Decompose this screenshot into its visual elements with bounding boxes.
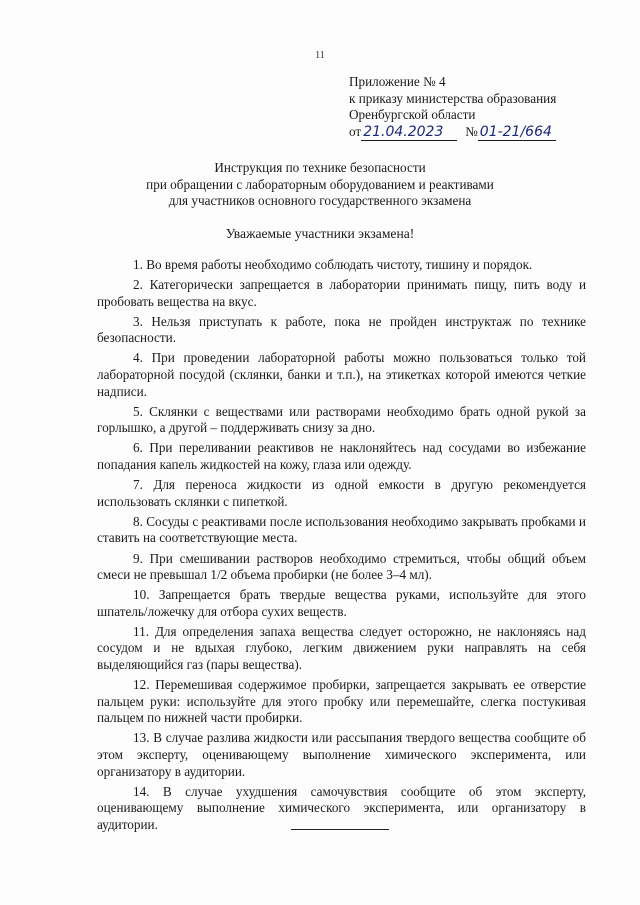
instruction-item: 2. Категорически запрещается в лаборатории принимать пищу, пить воду и пробовать вещества на вкус. [97, 277, 586, 309]
appendix-date-number-line [349, 124, 556, 142]
instruction-item: 4. При проведении лабораторной работы можно пользоваться только той лабораторной посудой (склянки, банки и т.п.), на этикетках которой имеются четкие надписи. [97, 350, 586, 399]
instruction-item: 13. В случае разлива жидкости или рассыпания твердого вещества сообщите об этом эксперту, оценивающему выполнение химического эксперимента, или организатору в аудитории. [97, 730, 586, 779]
handwritten-order-number: 01-21/664 [478, 124, 556, 142]
page-number: 11 [315, 50, 325, 61]
appendix-title: Приложение № 4 [349, 74, 446, 89]
greeting: Уважаемые участники экзамена! [225, 226, 415, 241]
document-title [0, 160, 640, 210]
instruction-item: 14. В случае ухудшения самочувствия сообщите об этом эксперту, оценивающему выполнение химического эксперимента, или организатору в аудитории. [97, 783, 586, 832]
title-line-2: при обращении с лабораторным оборудованием и реактивами [146, 176, 494, 192]
instruction-item: 6. При переливании реактивов не наклоняйтесь над сосудами во избежание попадания капель жидкостей на кожу, глаза или одежду. [97, 440, 586, 473]
instruction-item: 5. Склянки с веществами или растворами необходимо брать одной рукой за горлышко, а другой – поддерживать снизу за дно. [97, 403, 586, 436]
number-prefix: № [465, 123, 478, 139]
instruction-list [97, 257, 586, 837]
instruction-item: 3. Нельзя приступать к работе, пока не пройден инструктаж по технике безопасности. [97, 313, 586, 346]
date-prefix: от [349, 123, 362, 139]
instruction-item: 1. Во время работы необходимо соблюдать чистоту, тишину и порядок. [133, 257, 533, 272]
appendix-header [349, 74, 556, 141]
instruction-item: 10. Запрещается брать твердые вещества руками, используйте для этого шпатель/ложечку для отбора сухих веществ. [97, 587, 586, 619]
instruction-item: 8. Сосуды с реактивами после использования необходимо закрывать пробками и ставить на соответствующие места. [97, 513, 586, 546]
instruction-item: 12. Перемешивая содержимое пробирки, запрещается закрывать ее отверстие пальцем руки: используйте для этого пробку или перемешайте, слегка постукивая пальцем по нижней части пробирки. [97, 677, 586, 726]
title-line-1: Инструкция по технике безопасности [214, 160, 426, 175]
instruction-item: 11. Для определения запаха вещества следует осторожно, не наклоняясь над сосудом и не вдыхая глубоко, легким движением руки направлять на себя выделяющийся газ (пары вещества). [97, 623, 586, 673]
closing-divider-line [291, 829, 389, 830]
title-line-3: для участников основного государственного экзамена [168, 193, 472, 208]
instruction-item: 7. Для переноса жидкости из одной емкости в другую рекомендуется использовать склянки с пипеткой. [97, 477, 586, 509]
appendix-order-ref: к приказу министерства образования [349, 90, 557, 106]
appendix-region: Оренбургской области [349, 107, 476, 122]
handwritten-date: 21.04.2023 [361, 124, 457, 142]
instruction-item: 9. При смешивании растворов необходимо стремиться, чтобы общий объем смеси не превышал 1/2 объема пробирки (не более 3–4 мл). [97, 550, 586, 583]
